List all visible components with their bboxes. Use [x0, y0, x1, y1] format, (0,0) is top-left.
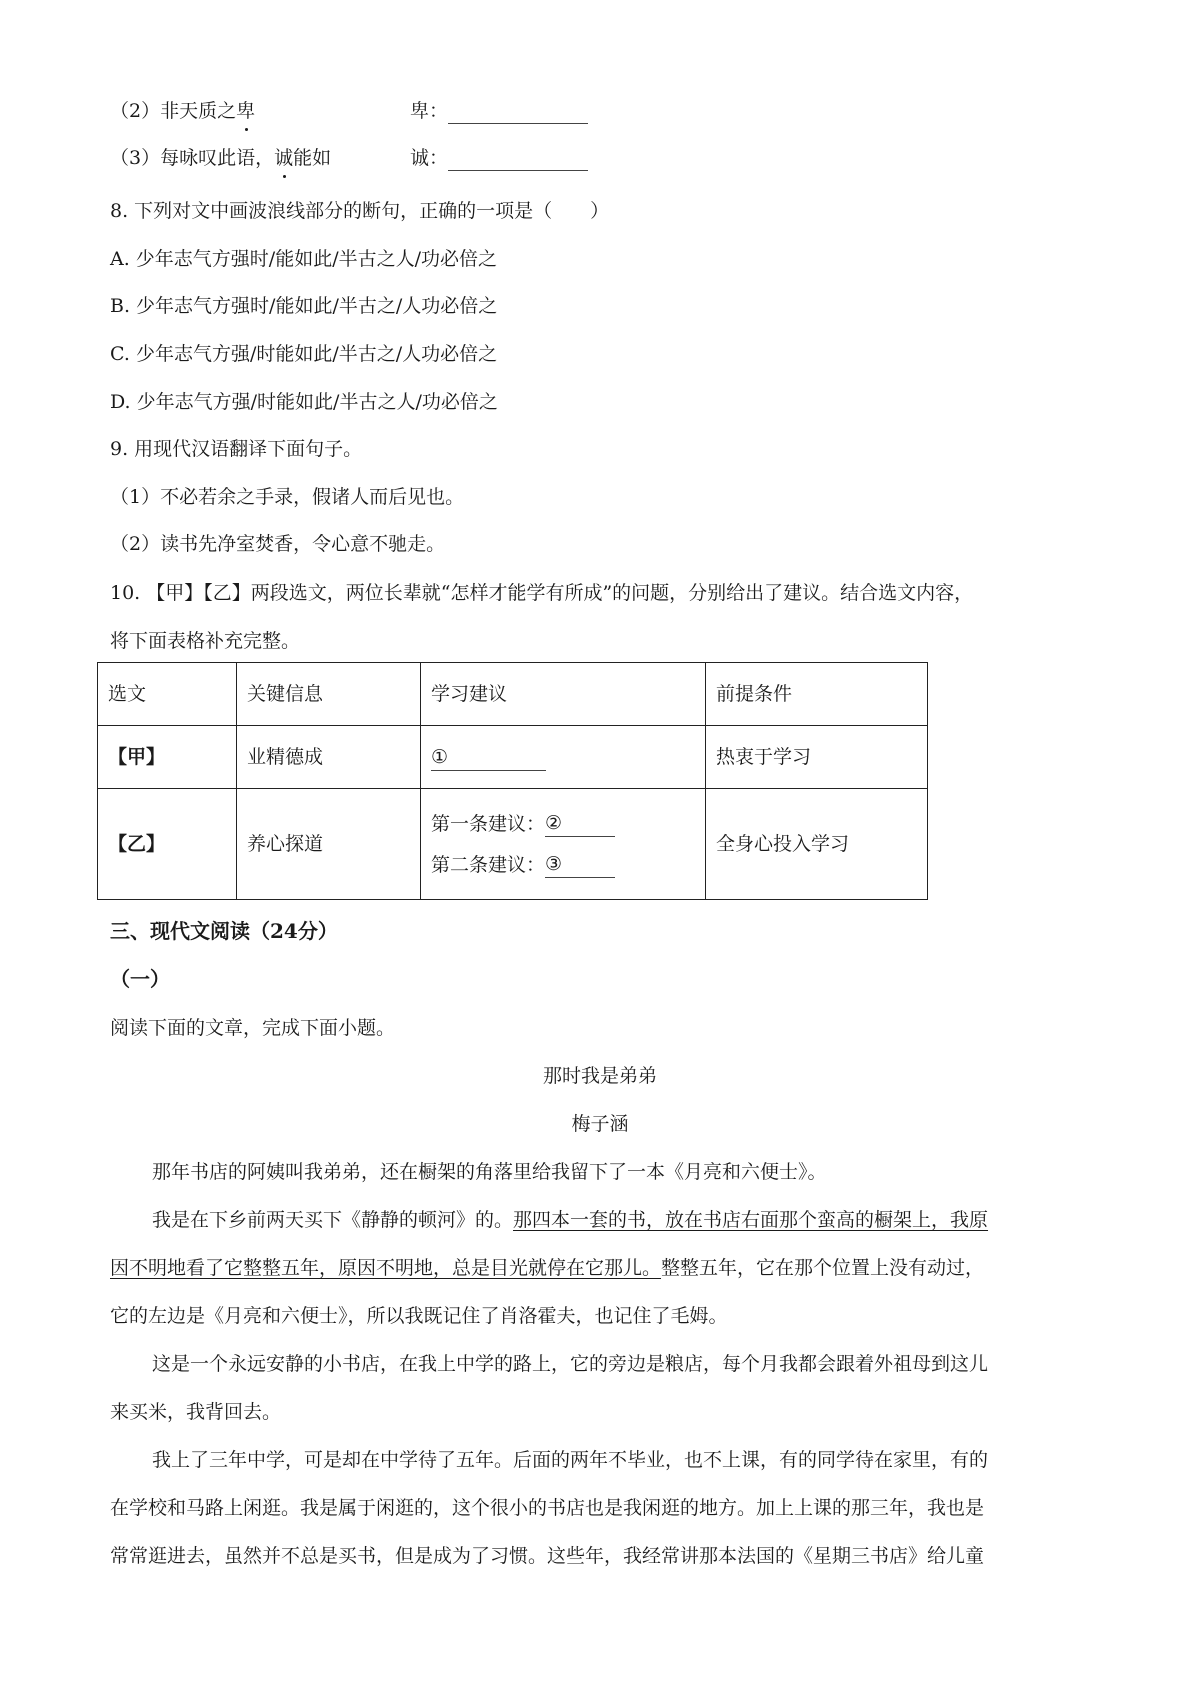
- header-cell: 选文: [98, 663, 237, 726]
- dotted-char: 卑: [236, 100, 256, 122]
- answer-label: 诚：: [410, 147, 449, 169]
- q10-stem-line2: 将下面表格补充完整。: [110, 630, 301, 652]
- article-paragraph-2-line1: [152, 1207, 988, 1233]
- row-text-cell: 【乙】: [98, 789, 237, 900]
- header-cell: 关键信息: [237, 663, 421, 726]
- q10-stem-line1: 10. 【甲】【乙】两段选文，两位长辈就“怎样才能学有所成”的问题，分别给出了建议。结合选文内容，: [110, 582, 974, 604]
- answer-label: 卑：: [410, 100, 449, 122]
- blank-mark: ②: [545, 812, 563, 834]
- answer-blank[interactable]: [448, 150, 588, 171]
- section-instruction: 阅读下面的文章，完成下面小题。: [110, 1017, 396, 1039]
- article-title: 那时我是弟弟: [542, 1065, 657, 1087]
- row-key-cell: 业精德成: [237, 726, 421, 789]
- q7-item-3: [110, 145, 331, 171]
- paragraph-text: 我是在下乡前两天买下《静静的顿河》的。: [152, 1209, 514, 1231]
- q8-option-a[interactable]: A. 少年志气方强时/能如此/半古之人/功必倍之: [110, 248, 498, 270]
- answer-blank-1[interactable]: [431, 744, 546, 771]
- item-number: （3）: [110, 147, 161, 169]
- answer-table: [97, 662, 928, 900]
- row-cond-cell: 全身心投入学习: [706, 789, 928, 900]
- article-paragraph-2-line3: 它的左边是《月亮和六便士》，所以我既记住了肖洛霍夫，也记住了毛姆。: [110, 1305, 728, 1327]
- article-paragraph-4-line1: 我上了三年中学，可是却在中学待了五年。后面的两年不毕业，也不上课，有的同学待在家里，有的: [152, 1449, 989, 1471]
- q9-stem: 9. 用现代汉语翻译下面句子。: [110, 438, 363, 460]
- suggestion-line-2: [431, 851, 695, 878]
- item-number: （2）: [110, 100, 161, 122]
- suggestion-label: 第一条建议：: [431, 813, 546, 835]
- row-suggestion-cell[interactable]: [421, 726, 706, 789]
- underlined-text: 因不明地看了它整整五年，原因不明地，总是目光就停在它那儿。: [110, 1257, 662, 1279]
- blank-mark: ③: [545, 853, 563, 875]
- answer-blank-2[interactable]: [545, 810, 615, 837]
- q8-option-d[interactable]: D. 少年志气方强/时能如此/半古之人/功必倍之: [110, 391, 498, 413]
- section-title: 三、现代文阅读（24分）: [110, 919, 338, 943]
- suggestion-line-1: [431, 810, 695, 837]
- header-cell: 前提条件: [706, 663, 928, 726]
- dotted-char: 诚: [274, 147, 294, 169]
- article-paragraph-3-line2: 来买米，我背回去。: [110, 1401, 282, 1423]
- q8-option-b[interactable]: B. 少年志气方强时/能如此/半古之/人功必倍之: [110, 295, 498, 317]
- row-key-cell: 养心探道: [237, 789, 421, 900]
- item-text: 每咏叹此语，: [160, 147, 275, 169]
- suggestion-label: 第二条建议：: [431, 854, 546, 876]
- answer-blank-3[interactable]: [545, 851, 615, 878]
- article-paragraph-2-line2: [110, 1255, 984, 1281]
- item-text: 非天质之: [160, 100, 237, 122]
- article-author: 梅子涵: [571, 1113, 629, 1135]
- answer-blank[interactable]: [448, 103, 588, 124]
- item-text-tail: 能如: [293, 147, 332, 169]
- q7-answer-3: [410, 145, 588, 171]
- q9-item-2: （2）读书先净室焚香，令心意不驰走。: [110, 533, 446, 555]
- article-paragraph-4-line2: 在学校和马路上闲逛。我是属于闲逛的，这个很小的书店也是我闲逛的地方。加上上课的那三年，我也是: [110, 1497, 985, 1519]
- row-text-cell: 【甲】: [98, 726, 237, 789]
- article-paragraph-3-line1: 这是一个永远安静的小书店，在我上中学的路上，它的旁边是粮店，每个月我都会跟着外祖母到这儿: [152, 1353, 989, 1375]
- underlined-text: 那四本一套的书，放在书店右面那个蛮高的橱架上，我原: [513, 1209, 989, 1231]
- q8-stem: 8. 下列对文中画波浪线部分的断句，正确的一项是（ ）: [110, 200, 610, 222]
- table-row: [98, 789, 928, 900]
- article-paragraph-1: 那年书店的阿姨叫我弟弟，还在橱架的角落里给我留下了一本《月亮和六便士》。: [152, 1161, 827, 1183]
- row-suggestion-cell[interactable]: [421, 789, 706, 900]
- article-paragraph-4-line3: 常常逛进去，虽然并不总是买书，但是成为了习惯。这些年，我经常讲那本法国的《星期三书店》给儿童: [110, 1545, 985, 1567]
- header-cell: 学习建议: [421, 663, 706, 726]
- section-subtitle: （一）: [110, 967, 170, 991]
- row-cond-cell: 热衷于学习: [706, 726, 928, 789]
- table-row: [98, 726, 928, 789]
- blank-mark: ①: [431, 745, 449, 768]
- q7-item-2: [110, 98, 255, 124]
- q9-item-1: （1）不必若余之手录，假诸人而后见也。: [110, 486, 465, 508]
- q7-answer-2: [410, 98, 588, 124]
- paragraph-text: 整整五年，它在那个位置上没有动过，: [661, 1257, 985, 1279]
- q8-option-c[interactable]: C. 少年志气方强/时能如此/半古之/人功必倍之: [110, 343, 498, 365]
- table-header-row: [98, 663, 928, 726]
